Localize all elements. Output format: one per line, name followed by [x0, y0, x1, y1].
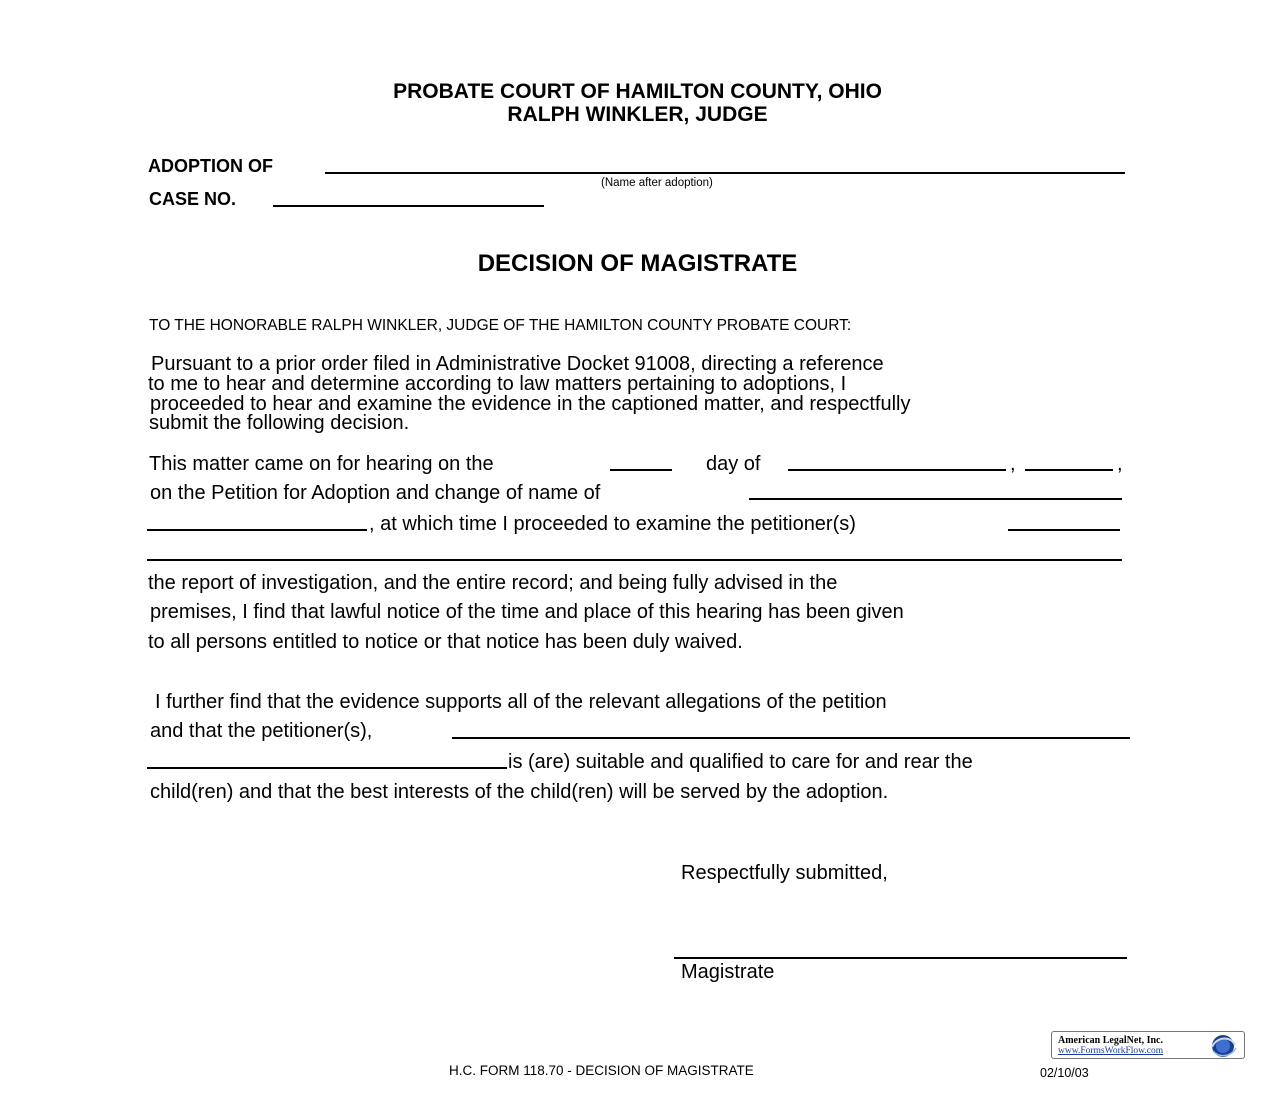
finding-line1: I further find that the evidence supports all of the relevant allegations of the petition — [155, 691, 887, 713]
court-name: PROBATE COURT OF HAMILTON COUNTY, OHIO — [393, 80, 882, 103]
finding-line3: is (are) suitable and qualified to care for and rear the — [508, 751, 973, 773]
petitioner-line-b[interactable] — [147, 559, 1122, 561]
globe-swirl-icon — [1205, 1033, 1241, 1059]
hearing-day-line[interactable] — [610, 469, 672, 471]
magistrate-signature-line[interactable] — [674, 957, 1127, 959]
finding-line2: and that the petitioner(s), — [150, 720, 373, 742]
petitioners-name-line-b[interactable] — [147, 767, 507, 769]
hearing-intro-text: This matter came on for hearing on the — [149, 453, 494, 475]
adoption-of-label: ADOPTION OF — [148, 156, 273, 176]
hearing-year-line[interactable] — [1025, 469, 1113, 471]
case-number-line[interactable] — [273, 205, 544, 207]
logo-website-link[interactable]: www.FormsWorkFlow.com — [1058, 1046, 1164, 1056]
paragraph1-line2: to me to hear and determine according to law matters pertaining to adoptions, I — [148, 373, 847, 395]
report-text-line2: premises, I find that lawful notice of the time and place of this hearing has been given — [150, 601, 904, 623]
form-identifier: H.C. FORM 118.70 - DECISION OF MAGISTRATE — [449, 1063, 754, 1078]
report-text-line3: to all persons entitled to notice or that notice has been duly waived. — [148, 631, 743, 653]
comma-after-year: , — [1117, 453, 1123, 475]
magistrate-label: Magistrate — [681, 961, 775, 983]
judge-name: RALPH WINKLER, JUDGE — [507, 103, 768, 126]
petition-name-line[interactable] — [749, 498, 1122, 500]
paragraph1-line3: proceeded to hear and examine the evidence in the captioned matter, and respectfully — [150, 393, 911, 415]
petition-name-continued-line[interactable] — [147, 529, 367, 531]
logo-company-name: American LegalNet, Inc. — [1058, 1035, 1163, 1046]
paragraph1-line1: Pursuant to a prior order filed in Administrative Docket 91008, directing a reference — [151, 353, 884, 375]
adoption-name-line[interactable] — [325, 172, 1125, 174]
address-line: TO THE HONORABLE RALPH WINKLER, JUDGE OF THE HAMILTON COUNTY PROBATE COURT: — [149, 317, 852, 334]
paragraph1-line4: submit the following decision. — [149, 412, 410, 434]
report-text-line1: the report of investigation, and the entire record; and being fully advised in the — [148, 572, 838, 594]
comma-after-month: , — [1010, 453, 1016, 475]
case-number-label: CASE NO. — [149, 189, 237, 209]
day-of-text: day of — [706, 453, 761, 475]
finding-line4: child(ren) and that the best interests of the child(ren) will be served by the adoption. — [150, 781, 889, 803]
document-title: DECISION OF MAGISTRATE — [477, 250, 798, 277]
petitioners-name-line-a[interactable] — [452, 737, 1130, 739]
american-legalnet-logo — [1051, 1031, 1245, 1059]
examine-petitioner-text: , at which time I proceeded to examine the petitioner(s) — [369, 513, 856, 535]
petition-text: on the Petition for Adoption and change of name of — [150, 482, 601, 504]
hearing-month-line[interactable] — [788, 469, 1006, 471]
form-date: 02/10/03 — [1040, 1066, 1089, 1080]
respectfully-submitted: Respectfully submitted, — [681, 862, 888, 884]
petitioner-line-a[interactable] — [1008, 529, 1120, 531]
name-after-adoption-note: (Name after adoption) — [601, 177, 713, 189]
